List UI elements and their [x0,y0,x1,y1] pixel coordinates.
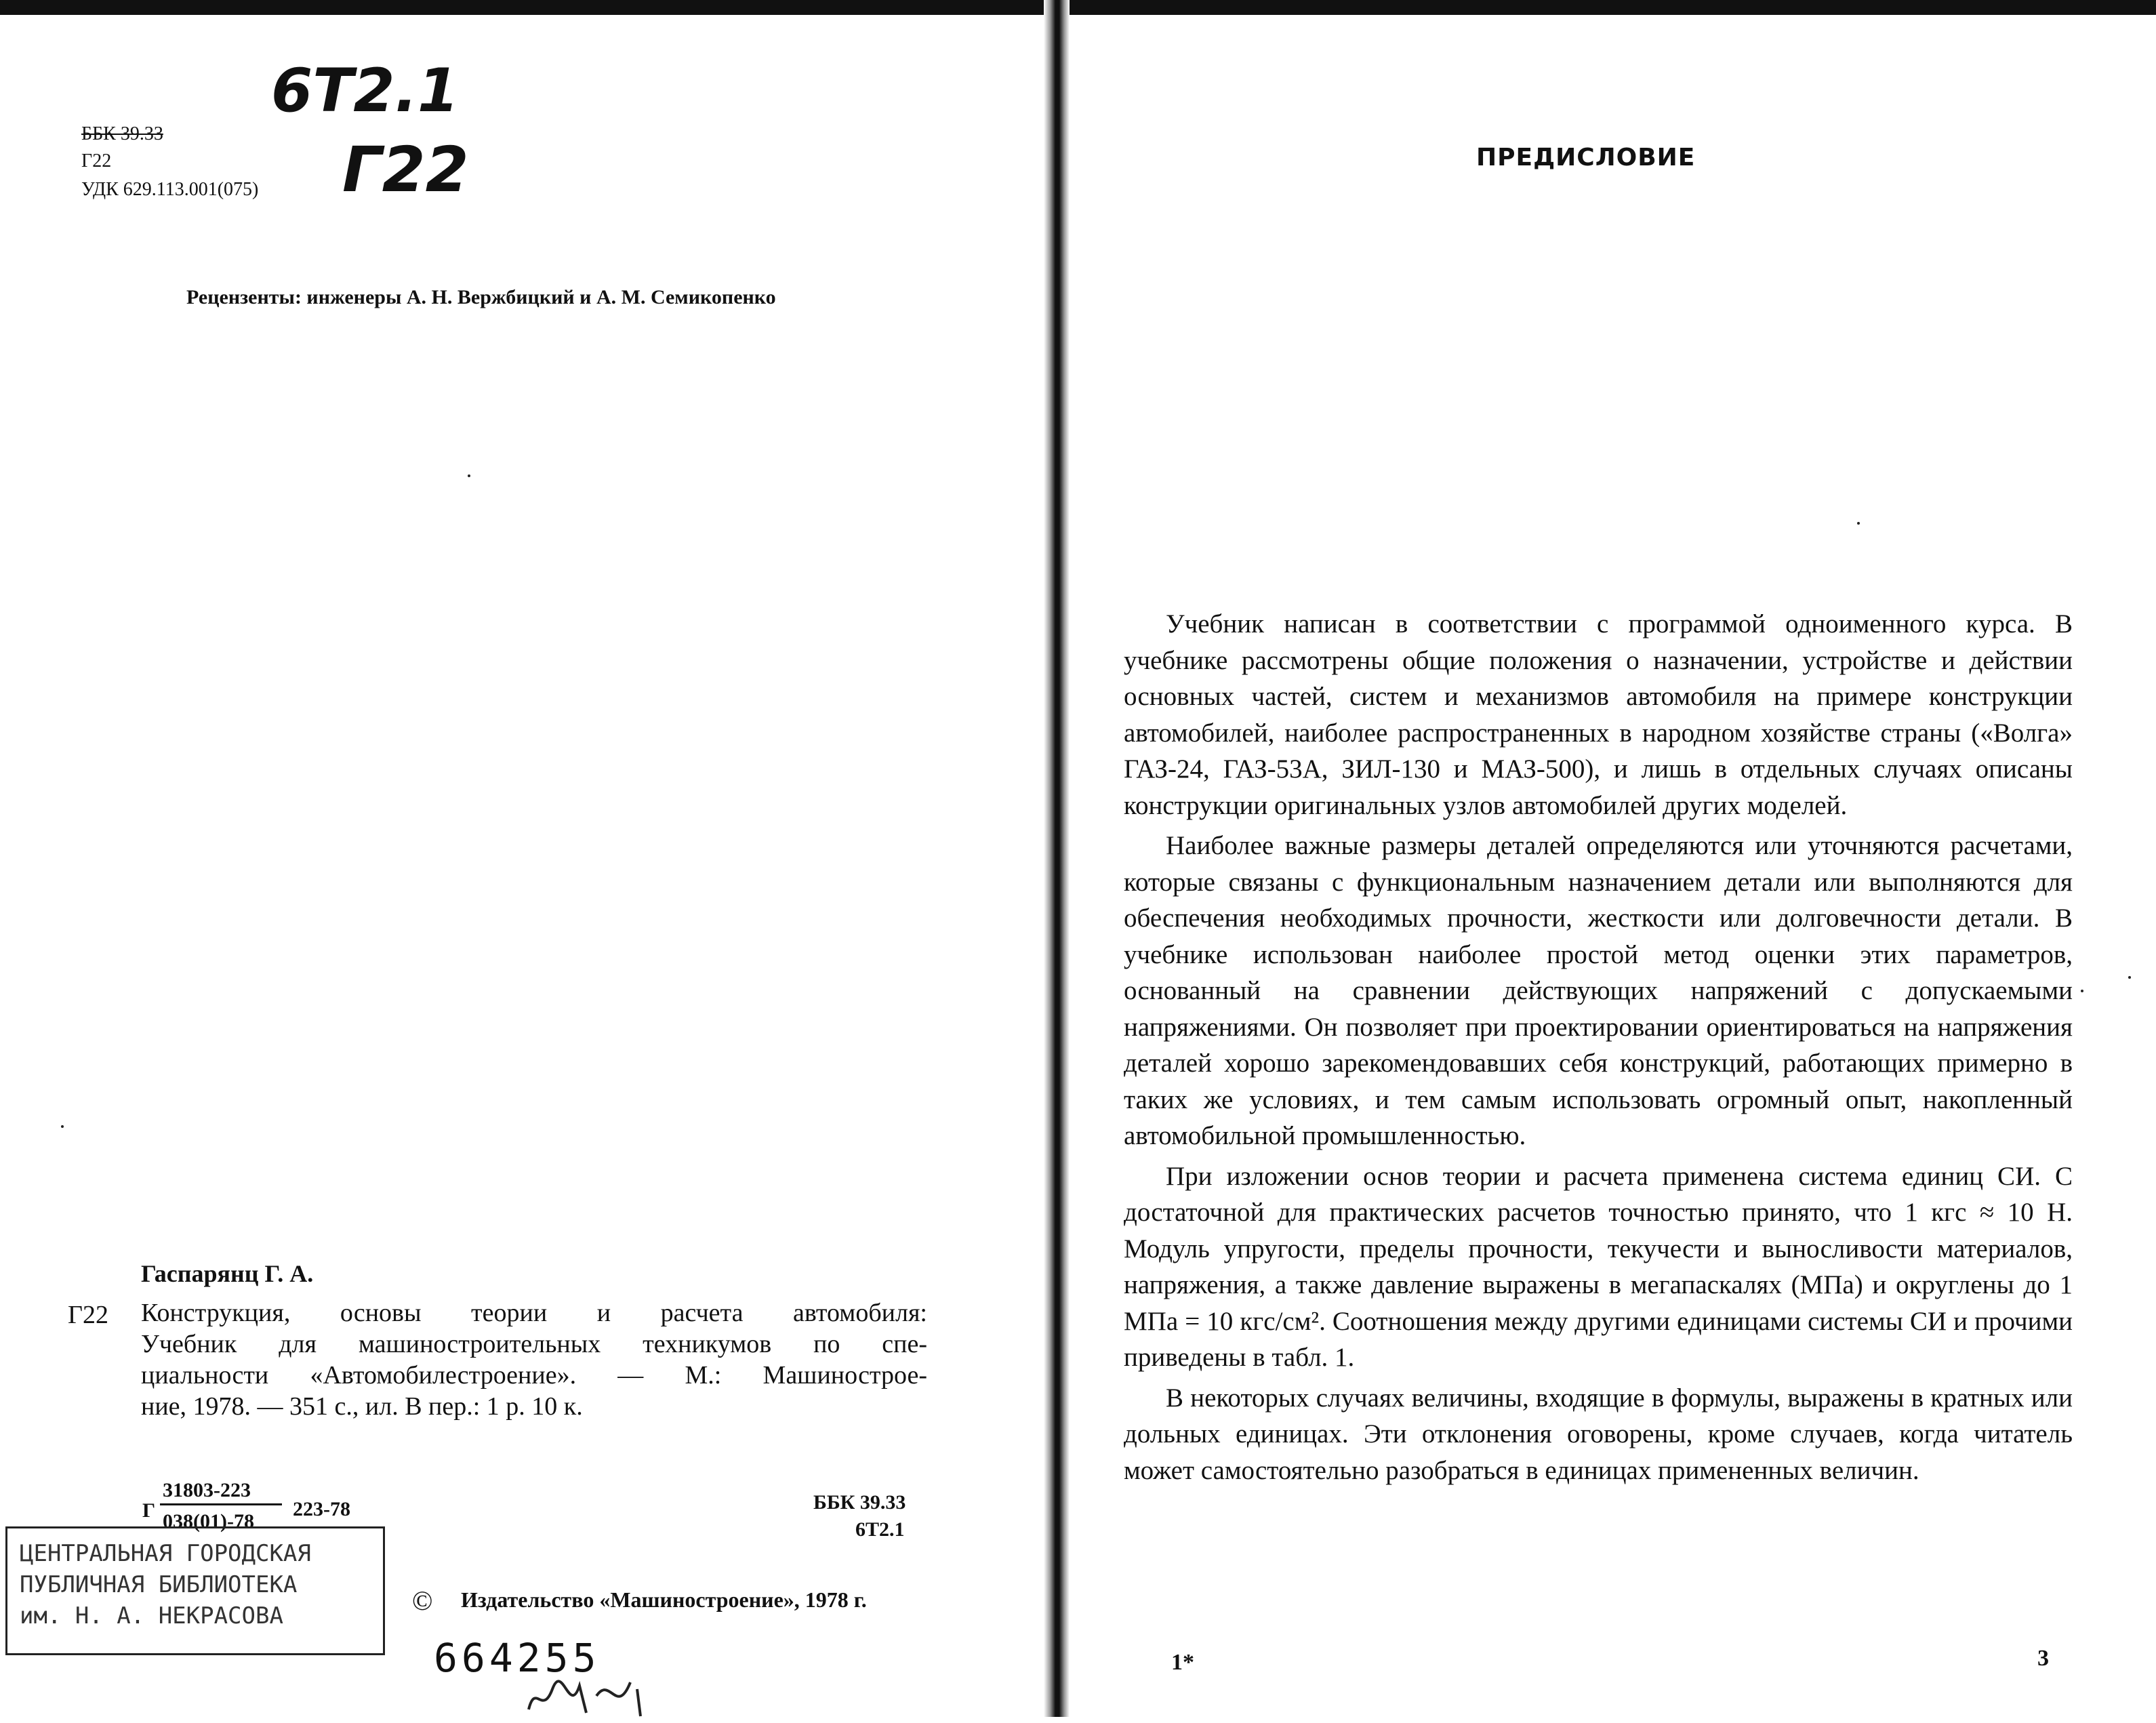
library-stamp [5,1526,385,1655]
bib-line: Конструкция, основы теории и расчета автомобиля: [141,1299,927,1327]
scan-speck [1857,522,1860,525]
bbk-bottom: ББК 39.33 [813,1491,906,1514]
code-denominator: 038(01)-78 [163,1510,254,1533]
handwritten-code: 6Т2.1 [271,56,460,125]
reviewers: Рецензенты: инженеры А. Н. Вержбицкий и А. М. Семикопенко [186,286,776,308]
handwritten-signature [522,1669,671,1723]
right-page [1070,15,2156,1717]
bib-line: Учебник для машиностроительных техникумов по спе- [141,1330,927,1358]
copyright-text: Издательство «Машиностроение», 1978 г. [461,1587,867,1612]
bbk-code: ББК 39.33 [81,123,163,144]
bibliographic-description [141,1297,927,1422]
preface-body [1124,606,2073,1488]
stamp-line: им. Н. А. НЕКРАСОВА [20,1602,283,1629]
left-page [0,15,1044,1717]
scan-speck [2128,976,2131,979]
code-suffix: 223-78 [293,1498,350,1520]
scan-speck [2081,990,2083,992]
bib-index: Г22 [68,1301,108,1329]
author-name: Гаспарянц Г. А. [141,1260,314,1287]
page-title: ПРЕДИСЛОВИЕ [1476,144,1696,171]
bib-line: ние, 1978. — 351 с., ил. В пер.: 1 р. 10 к. [141,1392,583,1421]
paragraph: В некоторых случаях величины, входящие в формулы, выражены в кратных или дольных единицах. Эти отклонения оговорены, кроме случаев, когда читатель может самостоятельно разобраться в единицах примененных величин. [1124,1383,2073,1485]
page-number: 3 [2037,1646,2049,1671]
signature-mark: 1* [1171,1650,1194,1675]
bib-line: циальности «Автомобилестроение». — М.: Машинострое- [141,1361,927,1390]
copyright-icon: © [412,1585,433,1616]
fraction-line [160,1503,282,1505]
inventory-number: 664255 [434,1635,601,1681]
book-spine-gutter [1044,0,1070,1717]
code-letter: Г [142,1499,156,1522]
scan-speck [61,1125,64,1128]
udk-code: УДК 629.113.001(075) [81,179,259,200]
handwritten-index: Г22 [342,134,469,206]
scan-speck [468,474,470,477]
code-numerator: 31803-223 [163,1479,251,1501]
paragraph: Наиболее важные размеры деталей определяются или уточняются расчетами, которые связаны с функциональным назначением детали или выполняются для обеспечения необходимых прочности, жесткости или долговечности детали. В учебнике использован наиболее простой метод оценки этих параметров, основанный на сравнении действующих напряжений с допускаемыми напряжениями. Он позволяет при проектировании ориентироваться на напряжения деталей хорошо зарекомендовавших себя конструкций, работающих примерно в таких же условиях, и тем самым использовать огромный опыт, накопленный автомобильной промышленностью. [1124,831,2073,1150]
paragraph: Учебник написан в соответствии с программой одноименного курса. В учебнике рассмотрены общие положения о назначении, устройстве и действии основных частей, систем и механизмов автомобиля на примере конструкции автомобилей, наиболее распространенных в народном хозяйстве страны («Волга» ГАЗ-24, ГАЗ-53А, ЗИЛ-130 и МАЗ-500), и лишь в отдельных случаях описаны конструкции оригинальных узлов автомобилей других моделей. [1124,609,2073,820]
stamp-line: ПУБЛИЧНАЯ БИБЛИОТЕКА [20,1571,298,1598]
index-code: Г22 [81,150,112,171]
scan-top-edge [0,0,2156,15]
stamp-line: ЦЕНТРАЛЬНАЯ ГОРОДСКАЯ [20,1540,311,1567]
bbk-bottom-2: 6Т2.1 [855,1518,905,1541]
paragraph: При изложении основ теории и расчета применена система единиц СИ. С достаточной для практических расчетов точностью принято, что 1 кгс ≈ 10 Н. Модуль упругости, пределы прочности, текучести и выносливости материалов, напряжения, а также давление выражены в мегапаскалях (МПа) и округлены до 1 МПа = 10 кгс/см². Соотношения между другими единицами системы СИ и прочими приведены в табл. 1. [1124,1161,2073,1372]
